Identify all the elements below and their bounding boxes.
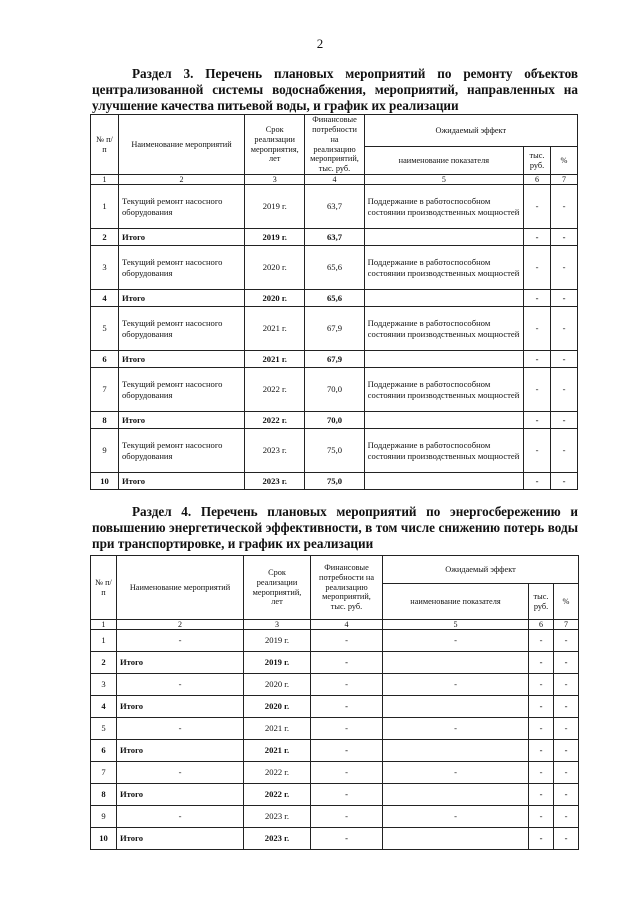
- col-term-header: Срок реализации мероприятий, лет: [244, 556, 311, 620]
- row-finance: -: [311, 718, 383, 740]
- row-rub: -: [524, 368, 551, 412]
- col-number: 5: [383, 620, 529, 630]
- row-finance: 67,9: [305, 351, 364, 368]
- row-term: 2021 г.: [244, 740, 311, 762]
- col-effect-header: Ожидаемый эффект: [383, 556, 579, 584]
- row-rub: -: [529, 696, 554, 718]
- col-number: 2: [117, 620, 244, 630]
- col-number: 6: [524, 175, 551, 185]
- table-row: [91, 630, 579, 652]
- row-pct: -: [554, 630, 579, 652]
- row-term: 2022 г.: [245, 412, 305, 429]
- row-name: Итого: [119, 351, 245, 368]
- row-number: 8: [91, 784, 117, 806]
- row-name: -: [117, 674, 244, 696]
- row-indicator: -: [383, 762, 529, 784]
- total-row: [91, 696, 579, 718]
- row-name: Итого: [119, 290, 245, 307]
- row-indicator: Поддержание в работоспособном состоянии производственных мощностей: [364, 185, 523, 229]
- col-finance-header: Финансовые потребности на реализацию мероприятий, тыс. руб.: [311, 556, 383, 620]
- row-number: 7: [91, 368, 119, 412]
- row-name: Текущий ремонт насосного оборудования: [119, 246, 245, 290]
- row-rub: -: [524, 429, 551, 473]
- row-rub: -: [524, 412, 551, 429]
- row-indicator: Поддержание в работоспособном состоянии производственных мощностей: [364, 246, 523, 290]
- row-pct: -: [554, 784, 579, 806]
- total-row: [91, 351, 578, 368]
- row-rub: -: [529, 718, 554, 740]
- row-term: 2022 г.: [244, 762, 311, 784]
- col-number: 4: [305, 175, 364, 185]
- row-finance: -: [311, 630, 383, 652]
- total-row: [91, 473, 578, 490]
- total-row: [91, 784, 579, 806]
- row-indicator: [383, 696, 529, 718]
- col-number: 1: [91, 175, 119, 185]
- row-indicator: [383, 828, 529, 850]
- row-rub: -: [529, 762, 554, 784]
- col-pct-header: %: [551, 147, 578, 175]
- col-number: 3: [244, 620, 311, 630]
- row-finance: 75,0: [305, 473, 364, 490]
- row-name: -: [117, 806, 244, 828]
- row-finance: -: [311, 828, 383, 850]
- row-name: Итого: [119, 412, 245, 429]
- row-rub: -: [524, 290, 551, 307]
- row-name: Итого: [117, 740, 244, 762]
- row-term: 2023 г.: [245, 473, 305, 490]
- row-pct: -: [551, 368, 578, 412]
- table-row: [91, 806, 579, 828]
- row-finance: -: [311, 696, 383, 718]
- row-number: 1: [91, 630, 117, 652]
- section3-heading: Раздел 3. Перечень плановых мероприятий по ремонту объектов централизованной системы водоснабжения, мероприятий, направленных на улучшение качества питьевой воды, и график их реализации: [92, 66, 578, 113]
- row-name: Итого: [117, 784, 244, 806]
- row-name: -: [117, 762, 244, 784]
- row-term: 2020 г.: [245, 290, 305, 307]
- row-indicator: [364, 412, 523, 429]
- col-number: 7: [551, 175, 578, 185]
- row-rub: -: [524, 185, 551, 229]
- row-pct: -: [551, 229, 578, 246]
- row-finance: 75,0: [305, 429, 364, 473]
- row-indicator: -: [383, 674, 529, 696]
- row-number: 3: [91, 674, 117, 696]
- row-indicator: [364, 290, 523, 307]
- row-term: 2020 г.: [244, 674, 311, 696]
- row-term: 2022 г.: [244, 784, 311, 806]
- section4-table: [90, 555, 579, 850]
- row-number: 1: [91, 185, 119, 229]
- row-name: Текущий ремонт насосного оборудования: [119, 429, 245, 473]
- col-name-header: Наименование мероприятий: [119, 115, 245, 175]
- row-term: 2019 г.: [244, 630, 311, 652]
- row-pct: -: [551, 473, 578, 490]
- row-pct: -: [554, 806, 579, 828]
- row-number: 9: [91, 806, 117, 828]
- row-pct: -: [551, 412, 578, 429]
- table-row: [91, 718, 579, 740]
- row-pct: -: [554, 828, 579, 850]
- row-number: 3: [91, 246, 119, 290]
- row-term: 2023 г.: [244, 806, 311, 828]
- row-pct: -: [554, 718, 579, 740]
- row-rub: -: [524, 473, 551, 490]
- row-indicator: [364, 351, 523, 368]
- col-indicator-header: наименование показателя: [364, 147, 523, 175]
- row-rub: -: [529, 652, 554, 674]
- row-name: Текущий ремонт насосного оборудования: [119, 185, 245, 229]
- col-num-header: № п/п: [91, 115, 119, 175]
- row-number: 10: [91, 828, 117, 850]
- row-pct: -: [551, 290, 578, 307]
- row-pct: -: [551, 351, 578, 368]
- row-indicator: Поддержание в работоспособном состоянии производственных мощностей: [364, 368, 523, 412]
- total-row: [91, 652, 579, 674]
- total-row: [91, 828, 579, 850]
- row-name: Итого: [117, 696, 244, 718]
- row-finance: 65,6: [305, 290, 364, 307]
- row-number: 4: [91, 290, 119, 307]
- row-name: Текущий ремонт насосного оборудования: [119, 307, 245, 351]
- row-rub: -: [529, 630, 554, 652]
- row-finance: -: [311, 652, 383, 674]
- row-name: Текущий ремонт насосного оборудования: [119, 368, 245, 412]
- total-row: [91, 229, 578, 246]
- row-indicator: [383, 652, 529, 674]
- row-number: 2: [91, 652, 117, 674]
- table-row: [91, 185, 578, 229]
- col-number: 7: [554, 620, 579, 630]
- row-rub: -: [529, 784, 554, 806]
- row-pct: -: [551, 307, 578, 351]
- row-pct: -: [554, 740, 579, 762]
- col-number: 5: [364, 175, 523, 185]
- row-indicator: [383, 740, 529, 762]
- row-rub: -: [524, 229, 551, 246]
- row-term: 2019 г.: [245, 185, 305, 229]
- row-indicator: [383, 784, 529, 806]
- row-term: 2021 г.: [245, 307, 305, 351]
- row-number: 6: [91, 740, 117, 762]
- row-finance: 63,7: [305, 229, 364, 246]
- row-number: 4: [91, 696, 117, 718]
- row-term: 2019 г.: [245, 229, 305, 246]
- row-finance: -: [311, 674, 383, 696]
- row-pct: -: [554, 762, 579, 784]
- total-row: [91, 740, 579, 762]
- row-pct: -: [554, 652, 579, 674]
- total-row: [91, 412, 578, 429]
- row-finance: -: [311, 806, 383, 828]
- col-number: 3: [245, 175, 305, 185]
- row-indicator: [364, 473, 523, 490]
- table-row: [91, 246, 578, 290]
- row-pct: -: [554, 674, 579, 696]
- row-name: -: [117, 630, 244, 652]
- row-finance: 65,6: [305, 246, 364, 290]
- row-pct: -: [551, 246, 578, 290]
- row-term: 2022 г.: [245, 368, 305, 412]
- row-number: 9: [91, 429, 119, 473]
- row-finance: 70,0: [305, 368, 364, 412]
- page-number: 2: [316, 36, 324, 51]
- row-finance: -: [311, 762, 383, 784]
- table-row: [91, 762, 579, 784]
- row-term: 2021 г.: [245, 351, 305, 368]
- row-number: 5: [91, 718, 117, 740]
- row-rub: -: [529, 806, 554, 828]
- row-indicator: [364, 229, 523, 246]
- row-number: 8: [91, 412, 119, 429]
- row-number: 7: [91, 762, 117, 784]
- section4-heading: Раздел 4. Перечень плановых мероприятий по энергосбережению и повышению энергетической эффективности, в том числе снижению потерь воды при транспортировке, и график их реализации: [92, 504, 578, 551]
- col-name-header: Наименование мероприятий: [117, 556, 244, 620]
- row-number: 2: [91, 229, 119, 246]
- row-pct: -: [551, 429, 578, 473]
- col-number: 2: [119, 175, 245, 185]
- col-num-header: № п/п: [91, 556, 117, 620]
- row-name: Итого: [119, 229, 245, 246]
- row-finance: 63,7: [305, 185, 364, 229]
- row-finance: 70,0: [305, 412, 364, 429]
- row-term: 2019 г.: [244, 652, 311, 674]
- total-row: [91, 290, 578, 307]
- col-term-header: Срок реализации мероприятия, лет: [245, 115, 305, 175]
- row-rub: -: [529, 740, 554, 762]
- col-finance-header: Финансовые потребности на реализацию мероприятий, тыс. руб.: [305, 115, 364, 175]
- row-rub: -: [529, 674, 554, 696]
- row-term: 2023 г.: [244, 828, 311, 850]
- row-number: 5: [91, 307, 119, 351]
- row-term: 2023 г.: [245, 429, 305, 473]
- col-pct-header: %: [554, 584, 579, 620]
- row-indicator: -: [383, 806, 529, 828]
- row-number: 6: [91, 351, 119, 368]
- row-term: 2020 г.: [244, 696, 311, 718]
- row-rub: -: [524, 351, 551, 368]
- table-row: [91, 429, 578, 473]
- row-indicator: -: [383, 630, 529, 652]
- table-row: [91, 307, 578, 351]
- col-effect-header: Ожидаемый эффект: [364, 115, 577, 147]
- col-indicator-header: наименование показателя: [383, 584, 529, 620]
- row-indicator: Поддержание в работоспособном состоянии производственных мощностей: [364, 307, 523, 351]
- row-rub: -: [524, 307, 551, 351]
- col-number: 6: [529, 620, 554, 630]
- row-name: Итого: [117, 828, 244, 850]
- table-row: [91, 368, 578, 412]
- row-rub: -: [524, 246, 551, 290]
- row-pct: -: [554, 696, 579, 718]
- row-term: 2020 г.: [245, 246, 305, 290]
- row-finance: 67,9: [305, 307, 364, 351]
- col-rub-header: тыс. руб.: [529, 584, 554, 620]
- row-pct: -: [551, 185, 578, 229]
- table-row: [91, 674, 579, 696]
- row-rub: -: [529, 828, 554, 850]
- row-name: -: [117, 718, 244, 740]
- col-number: 4: [311, 620, 383, 630]
- col-rub-header: тыс. руб.: [524, 147, 551, 175]
- row-name: Итого: [117, 652, 244, 674]
- row-finance: -: [311, 784, 383, 806]
- row-number: 10: [91, 473, 119, 490]
- row-indicator: Поддержание в работоспособном состоянии производственных мощностей: [364, 429, 523, 473]
- row-finance: -: [311, 740, 383, 762]
- section3-table: [90, 114, 578, 490]
- col-number: 1: [91, 620, 117, 630]
- row-term: 2021 г.: [244, 718, 311, 740]
- row-name: Итого: [119, 473, 245, 490]
- row-indicator: -: [383, 718, 529, 740]
